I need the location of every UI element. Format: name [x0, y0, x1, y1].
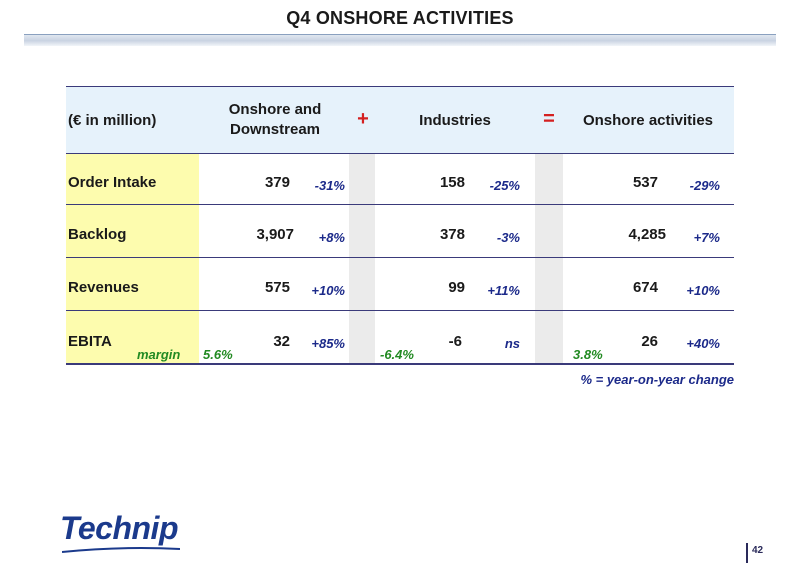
title-divider — [24, 34, 776, 46]
change-industries: ns — [504, 336, 520, 351]
row-rule — [66, 257, 734, 258]
change-industries: +11% — [487, 283, 520, 298]
change-onshore-downstream: +85% — [311, 336, 345, 351]
header-onshore-downstream-line1: Onshore and — [228, 101, 322, 118]
page-title: Q4 ONSHORE ACTIVITIES — [286, 8, 514, 28]
change-industries: -25% — [489, 178, 520, 193]
row-label-order-intake: Order Intake — [68, 174, 157, 191]
row-rule — [66, 204, 734, 205]
change-onshore-activities: -29% — [689, 178, 720, 193]
header-onshore-downstream — [205, 100, 345, 140]
value-onshore-downstream: 575 — [264, 279, 290, 296]
value-industries: 158 — [439, 174, 465, 191]
value-onshore-downstream: 32 — [273, 333, 290, 350]
change-industries: -3% — [496, 230, 520, 245]
margin-label: margin — [137, 347, 181, 362]
header-industries: Industries — [419, 112, 491, 129]
value-industries: 378 — [439, 226, 465, 243]
header-onshore-activities: Onshore activities — [582, 112, 714, 129]
unit-label: (€ in million) — [68, 112, 157, 129]
plus-column-background — [349, 153, 375, 364]
equals-column-background — [535, 153, 563, 364]
row-label-revenues: Revenues — [68, 279, 139, 296]
value-onshore-activities: 26 — [641, 333, 658, 350]
value-onshore-activities: 537 — [632, 174, 658, 191]
margin-onshore-activities: 3.8% — [573, 347, 603, 362]
table-top-rule — [66, 86, 734, 87]
page-number-divider — [746, 543, 748, 563]
change-onshore-downstream: -31% — [314, 178, 345, 193]
value-onshore-downstream: 379 — [264, 174, 290, 191]
technip-logo: Technip — [60, 510, 178, 546]
header-onshore-downstream-line2: Downstream — [229, 121, 321, 138]
value-industries: -6 — [448, 333, 462, 350]
change-onshore-downstream: +10% — [311, 283, 345, 298]
value-onshore-activities: 4,285 — [628, 226, 666, 243]
logo-swoosh-icon — [62, 547, 180, 553]
change-onshore-activities: +40% — [686, 336, 720, 351]
equals-operator: = — [543, 108, 555, 130]
value-onshore-downstream: 3,907 — [256, 226, 294, 243]
margin-industries: -6.4% — [380, 347, 414, 362]
plus-operator: + — [357, 108, 369, 130]
footnote: % = year-on-year change — [580, 372, 734, 387]
change-onshore-activities: +7% — [693, 230, 720, 245]
row-rule — [66, 310, 734, 311]
change-onshore-activities: +10% — [686, 283, 720, 298]
margin-onshore-downstream: 5.6% — [203, 347, 233, 362]
row-label-ebita: EBITA — [68, 333, 112, 350]
change-onshore-downstream: +8% — [318, 230, 345, 245]
row-label-backlog: Backlog — [68, 226, 127, 243]
table-bottom-rule — [66, 363, 734, 365]
value-industries: 99 — [448, 279, 465, 296]
header-rule — [66, 153, 734, 154]
value-onshore-activities: 674 — [632, 279, 658, 296]
page-number: 42 — [752, 545, 764, 556]
